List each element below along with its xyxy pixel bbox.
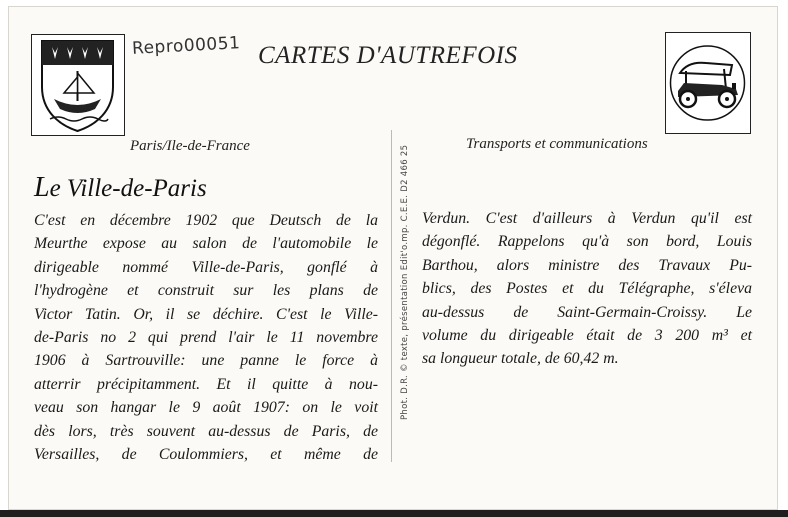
text-line: 1906 à Sartrouville: une panne le force à xyxy=(34,352,378,370)
text-line: dirigeable nommé Ville-de-Paris, gonflé à xyxy=(34,258,378,276)
series-title: CARTES D'AUTREFOIS xyxy=(258,42,518,69)
text-line: veau son hangar le 9 août 1907: on le voit xyxy=(34,399,378,417)
vintage-car-icon xyxy=(665,32,751,134)
text-line: atterrir précipitamment. Et il quitte à nou- xyxy=(34,375,378,393)
text-line: Verdun. C'est d'ailleurs à Verdun qu'il est xyxy=(422,210,752,227)
text-line: dès lors, très souvent au-dessus de Paris, de xyxy=(34,422,378,440)
text-line: blics, des Postes et du Télégraphe, s'éleva xyxy=(422,280,752,298)
article-title xyxy=(34,172,207,204)
text-line: dégonflé. Rappelons qu'à son bord, Louis xyxy=(422,233,752,251)
text-line: de-Paris no 2 qui prend l'air le 11 novembre xyxy=(34,329,378,347)
title-initial: L xyxy=(34,172,50,203)
column-divider xyxy=(391,130,392,462)
text-line: Versailles, de Coulommiers, et même de xyxy=(34,446,378,464)
region-label: Paris/Ile-de-France xyxy=(130,138,250,154)
text-line: sa longueur totale, de 60,42 m. xyxy=(422,350,619,368)
text-line: l'hydrogène et construit sur les plans de xyxy=(34,282,378,300)
text-line: volume du dirigeable était de 3 200 m³ et xyxy=(422,327,752,345)
right-column-text xyxy=(422,207,752,371)
category-label: Transports et communications xyxy=(466,136,648,152)
paris-coat-of-arms-icon xyxy=(31,34,125,136)
left-column-text xyxy=(34,209,378,466)
text-line: C'est en décembre 1902 que Deutsch de la xyxy=(34,212,378,229)
text-line: au-dessus de Saint-Germain-Croissy. Le xyxy=(422,303,752,321)
title-rest: e Ville-de-Paris xyxy=(49,175,207,202)
text-line: Victor Tatin. Or, il se déchire. C'est le Ville- xyxy=(34,305,378,323)
text-line: Barthou, alors ministre des Travaux Pu- xyxy=(422,256,752,274)
scan-edge xyxy=(0,510,788,517)
photo-credits: Phot. D.R. © texte, présentation Edit'o.mp. C.E.E. D2 466 25 xyxy=(400,144,410,420)
text-line: Meurthe expose au salon de l'automobile le xyxy=(34,235,378,253)
handwritten-reference: Repro00051 xyxy=(131,33,241,59)
